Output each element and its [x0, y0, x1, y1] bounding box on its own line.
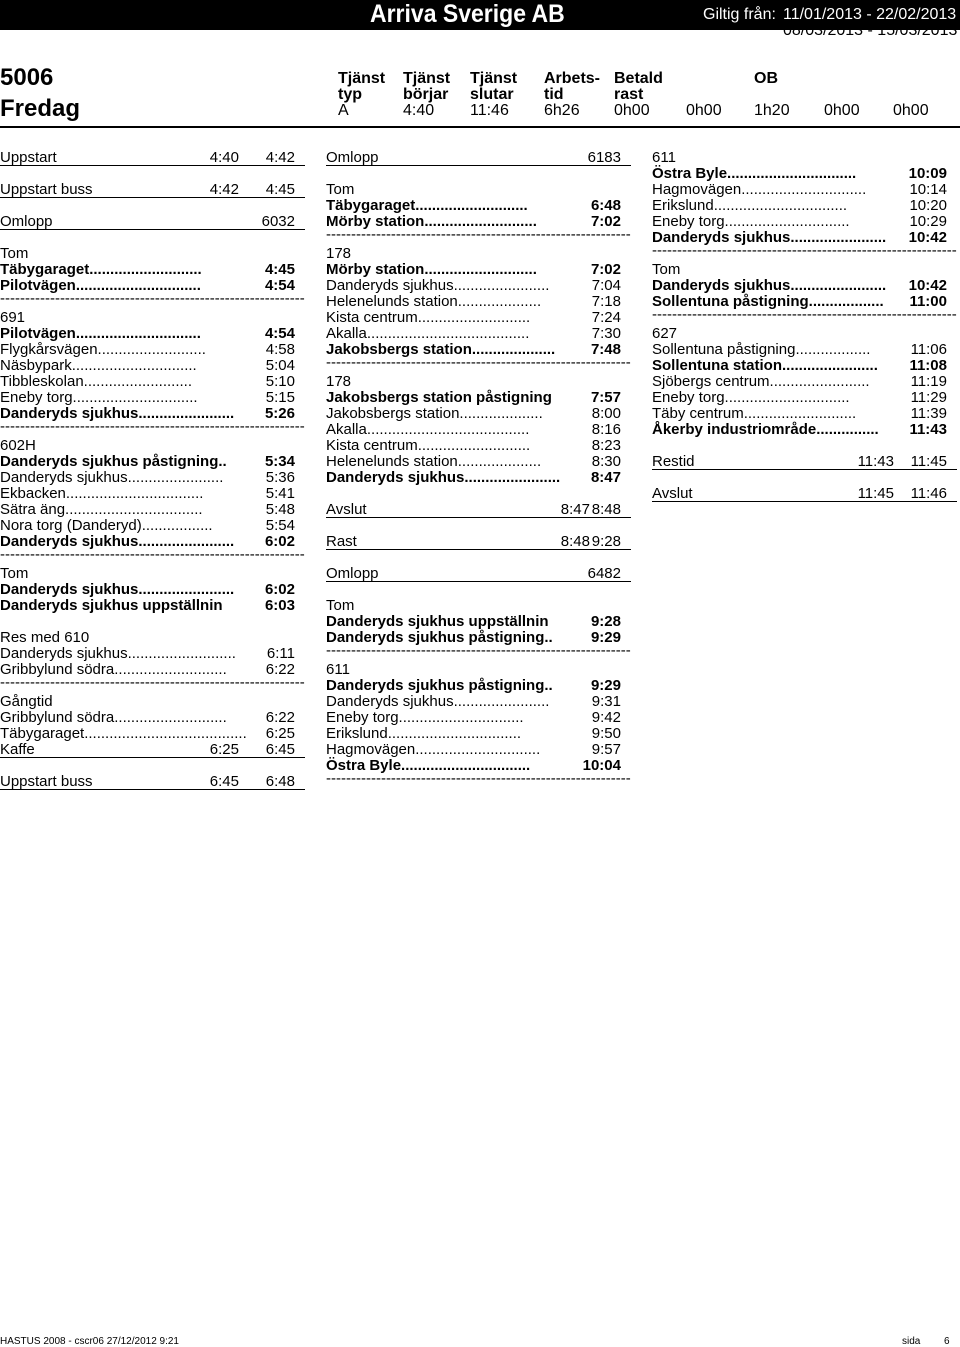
row-time: 9:28 — [591, 533, 621, 550]
row-label: Omlopp — [0, 213, 53, 230]
stop-row — [652, 150, 957, 166]
stop-row — [326, 182, 631, 198]
stop-row — [0, 246, 305, 262]
row-label: Flygkårsvägen.......................... — [0, 341, 206, 358]
schedule-column-3 — [652, 150, 957, 518]
stop-row — [0, 726, 305, 742]
stop-row — [0, 662, 305, 678]
row-label: Östra Byle............................... — [326, 757, 531, 774]
header-col-2-l2: slutar — [470, 86, 514, 103]
valid-range-2: 08/03/2013 - 15/03/2013 — [783, 22, 958, 39]
row-label: Danderyds sjukhus....................... — [326, 469, 561, 486]
row-label: Omlopp — [326, 149, 379, 166]
row-label: Sollentuna påstigning.................. — [652, 293, 884, 310]
header-col-1-l2: börjar — [403, 86, 449, 103]
row-time: 7:48 — [590, 341, 621, 358]
row-time: 11:46 — [910, 485, 947, 502]
row-label: Täbygaraget........................... — [0, 261, 202, 278]
row-time: 6:11 — [266, 645, 295, 662]
row-time: 4:42 — [265, 149, 295, 166]
row-time: 5:04 — [265, 357, 295, 374]
row-time: 11:45 — [910, 453, 947, 470]
stop-row — [652, 198, 957, 214]
row-start: 8:48 — [560, 533, 590, 550]
stop-row — [326, 294, 631, 310]
row-time: 7:02 — [590, 213, 621, 230]
row-label: Sollentuna station....................... — [652, 357, 878, 374]
header-divider — [0, 126, 960, 128]
row-label: Danderyds sjukhus....................... — [652, 277, 887, 294]
row-label: Uppstart — [0, 149, 57, 166]
summary-row — [0, 182, 305, 198]
stop-row — [0, 454, 305, 470]
row-time: 7:18 — [591, 293, 621, 310]
row-label: Helenelunds station.................... — [326, 453, 542, 470]
row-label: Danderyds sjukhus uppställnin — [326, 613, 549, 630]
row-time: 10:04 — [582, 757, 621, 774]
row-time: 6:45 — [265, 741, 295, 758]
header-col-2-l1: Tjänst — [470, 70, 518, 87]
row-label: Danderyds sjukhus påstigning.. — [326, 677, 553, 694]
row-label: Kista centrum........................... — [326, 437, 531, 454]
row-time: 6032 — [261, 213, 295, 230]
stop-row — [326, 342, 631, 358]
separator-dashes — [0, 550, 305, 566]
row-time: 11:08 — [909, 357, 947, 374]
row-label: Tom — [326, 597, 355, 614]
valid-label: Giltig från: — [703, 6, 776, 23]
stop-row — [0, 342, 305, 358]
row-label: Rast — [326, 533, 357, 550]
stop-row — [326, 454, 631, 470]
spacer — [326, 486, 631, 502]
row-label: Eneby torg.............................. — [652, 389, 850, 406]
duty-number: 5006 — [0, 64, 54, 91]
summary-row — [652, 486, 957, 502]
stop-row — [0, 486, 305, 502]
row-time: 8:00 — [591, 405, 621, 422]
header-col-4-l1: Betald — [614, 70, 663, 87]
header-col-4-l2: rast — [614, 86, 644, 103]
header-col-3-l2: tid — [544, 86, 564, 103]
row-time: 6482 — [587, 565, 621, 582]
footer-system-info: HASTUS 2008 - cscr06 27/12/2012 9:21 — [0, 1336, 179, 1347]
schedule-column-1 — [0, 150, 305, 806]
row-label: Erikslund................................ — [326, 725, 522, 742]
row-time: 10:29 — [909, 213, 947, 230]
stop-row — [0, 710, 305, 726]
row-label: Pilotvägen.............................. — [0, 325, 201, 342]
stop-row — [652, 294, 957, 310]
row-time: 11:39 — [910, 405, 947, 422]
header-col-1-l1: Tjänst — [403, 70, 451, 87]
row-label: 691 — [0, 309, 26, 326]
stop-row — [326, 662, 631, 678]
row-time: 8:30 — [591, 453, 621, 470]
row-start: 11:45 — [857, 485, 894, 502]
duty-day: Fredag — [0, 95, 81, 122]
stop-row — [326, 198, 631, 214]
row-start: 4:42 — [209, 181, 239, 198]
row-label: Sollentuna påstigning.................. — [652, 341, 871, 358]
stop-row — [326, 214, 631, 230]
separator-dashes — [0, 422, 305, 438]
row-time: 5:26 — [264, 405, 295, 422]
stop-row — [326, 438, 631, 454]
stop-row — [0, 502, 305, 518]
separator-dashes — [652, 310, 957, 326]
row-label: Mörby station........................... — [326, 213, 537, 230]
row-time: 10:14 — [909, 181, 947, 198]
row-label: Danderyds sjukhus påstigning.. — [0, 453, 227, 470]
separator-dashes — [326, 774, 631, 790]
row-label: Pilotvägen.............................. — [0, 277, 201, 294]
row-time: 11:00 — [909, 293, 947, 310]
row-time: 4:45 — [264, 261, 295, 278]
row-time: 6:25 — [265, 725, 295, 742]
summary-row — [326, 150, 631, 166]
row-label: Nora torg (Danderyd)................. — [0, 517, 213, 534]
row-label: Eneby torg.............................. — [652, 213, 850, 230]
stop-row — [0, 390, 305, 406]
stop-row — [326, 710, 631, 726]
row-label: Östra Byle............................... — [652, 165, 857, 182]
stop-row — [0, 310, 305, 326]
row-time: 9:29 — [590, 677, 621, 694]
stop-row — [652, 326, 957, 342]
row-label: Sätra äng................................. — [0, 501, 203, 518]
row-label: 611 — [652, 149, 676, 166]
summary-row — [326, 566, 631, 582]
row-time: 9:28 — [590, 613, 621, 630]
row-label: Hagmovägen.............................. — [652, 181, 867, 198]
header-col-6-v: 1h20 — [754, 102, 790, 119]
stop-row — [326, 630, 631, 646]
row-time: 5:15 — [265, 389, 295, 406]
row-label: Uppstart buss — [0, 773, 93, 790]
header-col-7-v: 0h00 — [824, 102, 860, 119]
schedule-column-2 — [326, 150, 631, 790]
stop-row — [0, 278, 305, 294]
stop-row — [326, 262, 631, 278]
row-time: 11:29 — [910, 389, 947, 406]
stop-row — [0, 566, 305, 582]
stop-row — [0, 358, 305, 374]
row-label: Danderyds sjukhus.......................... — [0, 645, 236, 662]
row-label: Omlopp — [326, 565, 379, 582]
row-label: Avslut — [652, 485, 693, 502]
row-label: Jakobsbergs station påstigning — [326, 389, 552, 406]
stop-row — [326, 726, 631, 742]
row-time: 11:19 — [910, 373, 947, 390]
row-time: 8:47 — [590, 469, 621, 486]
row-label: Gribbylund södra........................... — [0, 709, 227, 726]
footer-page-label: sida — [902, 1336, 921, 1347]
row-time: 10:09 — [908, 165, 947, 182]
stop-row — [326, 422, 631, 438]
row-time: 6:22 — [265, 709, 295, 726]
row-label: Akalla....................................... — [326, 325, 530, 342]
stop-row — [0, 326, 305, 342]
spacer — [0, 614, 305, 630]
row-time: 10:42 — [908, 229, 947, 246]
row-label: Näsbypark.............................. — [0, 357, 197, 374]
header-col-3-v: 6h26 — [544, 102, 580, 119]
row-label: Danderyds sjukhus....................... — [0, 581, 235, 598]
summary-row — [326, 502, 631, 518]
row-time: 6:03 — [264, 597, 295, 614]
row-label: Tom — [0, 245, 29, 262]
row-label: Tom — [326, 181, 355, 198]
stop-row — [326, 246, 631, 262]
row-start: 11:43 — [857, 453, 894, 470]
row-time: 7:30 — [591, 325, 621, 342]
stop-row — [652, 342, 957, 358]
header-col-4-v: 0h00 — [614, 102, 650, 119]
row-time: 9:31 — [591, 693, 621, 710]
row-label: Täbygaraget....................................... — [0, 725, 247, 742]
summary-row — [0, 774, 305, 790]
footer-page-number: 6 — [944, 1336, 950, 1347]
stop-row — [652, 390, 957, 406]
stop-row — [0, 470, 305, 486]
company-name: Arriva Sverige AB — [370, 0, 565, 28]
row-time: 6:48 — [590, 197, 621, 214]
stop-row — [652, 230, 957, 246]
row-label: Tom — [652, 261, 681, 278]
row-label: Tom — [0, 565, 29, 582]
row-label: 178 — [326, 245, 352, 262]
stop-row — [326, 278, 631, 294]
spacer — [652, 438, 957, 454]
stop-row — [326, 678, 631, 694]
row-label: Res med 610 — [0, 629, 90, 646]
row-label: Jakobsbergs station.................... — [326, 405, 543, 422]
separator-dashes — [326, 646, 631, 662]
stop-row — [326, 470, 631, 486]
stop-row — [652, 166, 957, 182]
row-time: 10:42 — [908, 277, 947, 294]
header-col-3-l1: Arbets- — [544, 70, 601, 87]
row-time: 7:04 — [591, 277, 621, 294]
row-time: 10:20 — [909, 197, 947, 214]
row-time: 9:50 — [591, 725, 621, 742]
row-time: 6:22 — [265, 661, 295, 678]
stop-row — [652, 422, 957, 438]
row-time: 4:58 — [265, 341, 295, 358]
header-col-0-l1: Tjänst — [338, 70, 386, 87]
stop-row — [652, 278, 957, 294]
row-time: 11:43 — [909, 421, 947, 438]
stop-row — [326, 758, 631, 774]
stop-row — [0, 582, 305, 598]
row-time: 6:48 — [265, 773, 295, 790]
stop-row — [652, 406, 957, 422]
row-label: Danderyds sjukhus....................... — [326, 277, 550, 294]
row-label: 611 — [326, 661, 350, 678]
row-start: 6:45 — [209, 773, 239, 790]
stop-row — [0, 518, 305, 534]
stop-row — [326, 310, 631, 326]
header-col-1-v: 4:40 — [403, 102, 435, 119]
row-label: Eneby torg.............................. — [0, 389, 198, 406]
separator-dashes — [326, 358, 631, 374]
row-time: 4:45 — [265, 181, 295, 198]
row-time: 9:42 — [591, 709, 621, 726]
summary-row — [0, 150, 305, 166]
stop-row — [326, 326, 631, 342]
row-label: Danderyds sjukhus uppställnin — [0, 597, 223, 614]
stop-row — [0, 646, 305, 662]
row-label: Danderyds sjukhus....................... — [0, 469, 224, 486]
separator-dashes — [0, 678, 305, 694]
row-label: 627 — [652, 325, 678, 342]
row-time: 5:48 — [265, 501, 295, 518]
separator-dashes — [0, 294, 305, 310]
header-col-6-l1: OB — [754, 70, 778, 87]
row-label: Danderyds sjukhus....................... — [652, 229, 887, 246]
row-time: 5:41 — [265, 485, 295, 502]
stop-row — [326, 598, 631, 614]
summary-row — [0, 742, 305, 758]
row-label: Mörby station........................... — [326, 261, 537, 278]
row-label: Danderyds sjukhus påstigning.. — [326, 629, 553, 646]
header-col-0-l2: typ — [338, 86, 362, 103]
row-label: Sjöbergs centrum........................ — [652, 373, 870, 390]
stop-row — [326, 614, 631, 630]
summary-row — [652, 454, 957, 470]
row-time: 6:02 — [264, 533, 295, 550]
row-label: Danderyds sjukhus....................... — [0, 533, 235, 550]
row-start: 8:47 — [560, 501, 590, 518]
header-col-2-v: 11:46 — [470, 102, 509, 119]
header-col-8-v: 0h00 — [893, 102, 929, 119]
valid-range-1: 11/01/2013 - 22/02/2013 — [783, 6, 957, 23]
header-col-0-v: A — [338, 102, 349, 119]
row-label: Akalla....................................... — [326, 421, 530, 438]
row-label: Gribbylund södra........................... — [0, 661, 227, 678]
summary-row — [326, 534, 631, 550]
row-label: 602H — [0, 437, 36, 454]
summary-row — [0, 214, 305, 230]
stop-row — [326, 694, 631, 710]
separator-dashes — [652, 246, 957, 262]
row-label: Täby centrum........................... — [652, 405, 857, 422]
row-label: Kaffe — [0, 741, 35, 758]
row-time: 7:24 — [591, 309, 621, 326]
row-label: Jakobsbergs station.................... — [326, 341, 556, 358]
stop-row — [0, 598, 305, 614]
row-label: Eneby torg.............................. — [326, 709, 524, 726]
row-label: Restid — [652, 453, 695, 470]
stop-row — [0, 374, 305, 390]
stop-row — [652, 214, 957, 230]
stop-row — [652, 182, 957, 198]
row-label: Helenelunds station.................... — [326, 293, 542, 310]
row-time: 8:23 — [591, 437, 621, 454]
stop-row — [652, 374, 957, 390]
row-start: 6:25 — [209, 741, 239, 758]
row-time: 9:29 — [590, 629, 621, 646]
row-time: 6:02 — [264, 581, 295, 598]
stop-row — [0, 406, 305, 422]
stop-row — [0, 438, 305, 454]
row-time: 7:57 — [590, 389, 621, 406]
row-start: 4:40 — [209, 149, 239, 166]
row-time: 4:54 — [264, 325, 295, 342]
row-label: Ekbacken................................. — [0, 485, 204, 502]
stop-row — [326, 406, 631, 422]
stop-row — [652, 358, 957, 374]
stop-row — [0, 630, 305, 646]
stop-row — [326, 742, 631, 758]
row-label: Hagmovägen.............................. — [326, 741, 541, 758]
row-label: Kista centrum........................... — [326, 309, 531, 326]
row-label: 178 — [326, 373, 352, 390]
stop-row — [0, 534, 305, 550]
row-label: Avslut — [326, 501, 367, 518]
row-time: 5:36 — [265, 469, 295, 486]
header-col-5-v: 0h00 — [686, 102, 722, 119]
stop-row — [326, 390, 631, 406]
row-label: Danderyds sjukhus....................... — [326, 693, 550, 710]
row-label: Tibbleskolan.......................... — [0, 373, 193, 390]
row-time: 4:54 — [264, 277, 295, 294]
stop-row — [326, 374, 631, 390]
stop-row — [0, 262, 305, 278]
row-time: 9:57 — [591, 741, 621, 758]
row-time: 5:54 — [265, 517, 295, 534]
row-time: 6183 — [587, 149, 621, 166]
row-time: 5:34 — [264, 453, 295, 470]
separator-dashes — [326, 230, 631, 246]
row-label: Gångtid — [0, 693, 53, 710]
row-label: Åkerby industriområde............... — [652, 421, 879, 438]
row-label: Uppstart buss — [0, 181, 93, 198]
stop-row — [0, 694, 305, 710]
stop-row — [652, 262, 957, 278]
row-time: 8:48 — [591, 501, 621, 518]
row-label: Erikslund................................ — [652, 197, 848, 214]
row-label: Danderyds sjukhus....................... — [0, 405, 235, 422]
row-time: 8:16 — [591, 421, 621, 438]
row-time: 7:02 — [590, 261, 621, 278]
row-label: Täbygaraget........................... — [326, 197, 528, 214]
row-time: 5:10 — [265, 373, 295, 390]
row-time: 11:06 — [910, 341, 947, 358]
